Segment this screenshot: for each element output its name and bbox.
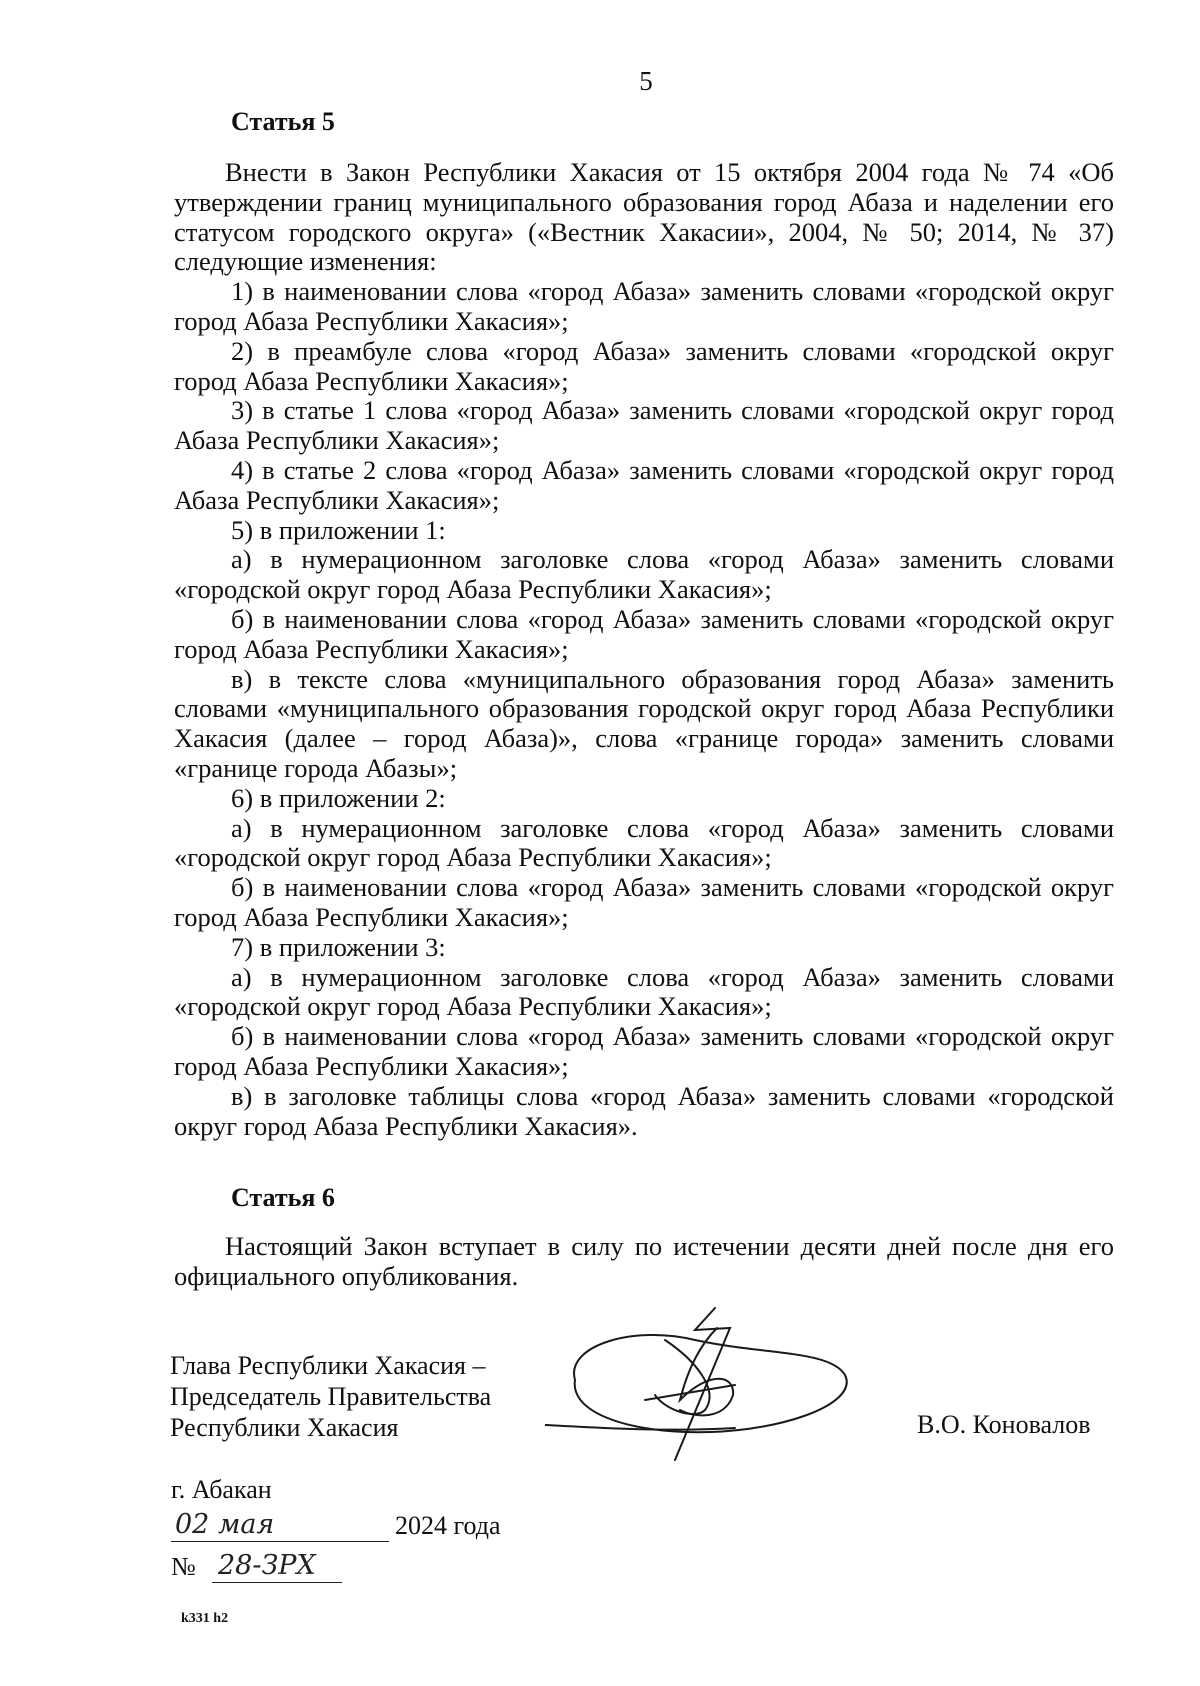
- handwritten-signature: [545, 1300, 875, 1470]
- amendment-item: а) в нумерационном заголовке слова «город Абаза» заменить словами «городской округ город Абаза Республики Хакасия»;: [174, 544, 1114, 605]
- article-6-heading: Статья 6: [231, 1183, 335, 1212]
- signatory-title-line: Республики Хакасия: [170, 1413, 399, 1442]
- amendment-item: а) в нумерационном заголовке слова «город Абаза» заменить словами «городской округ город Абаза Республики Хакасия»;: [174, 961, 1114, 1022]
- article-6-body: [174, 1232, 1114, 1292]
- amendment-item: 1) в наименовании слова «город Абаза» заменить словами «городской округ город Абаза Республики Хакасия»;: [174, 276, 1114, 336]
- amendment-item: в) в заголовке таблицы слова «город Абаза» заменить словами «городской округ город Абаза Республики Хакасия».: [174, 1080, 1114, 1141]
- signing-date: [171, 1507, 571, 1547]
- date-underline: [171, 1507, 389, 1542]
- signing-place: г. Абакан: [171, 1475, 272, 1504]
- article-5-heading: Статья 5: [231, 107, 335, 136]
- signatory-title-line: Председатель Правительства: [170, 1382, 492, 1411]
- signatory-name: В.О. Коновалов: [917, 1410, 1091, 1439]
- amendment-item: 7) в приложении 3:: [231, 931, 446, 962]
- amendment-item: а) в нумерационном заголовке слова «город Абаза» заменить словами «городской округ город Абаза Республики Хакасия»;: [174, 812, 1114, 873]
- amendment-item: б) в наименовании слова «город Абаза» заменить словами «городской округ город Абаза Республики Хакасия»;: [174, 872, 1114, 932]
- amendment-item: в) в тексте слова «муниципального образования город Абаза» заменить словами «муниципального образования городской округ город Абаза Республики Хакасия (далее – город Абаза)», слова «границе города» заменить словами «границе города Абазы»;: [174, 663, 1114, 783]
- signatory-title-line: Глава Республики Хакасия –: [170, 1351, 486, 1380]
- law-number: [171, 1546, 411, 1586]
- amendment-item: 2) в преамбуле слова «город Абаза» заменить словами «городской округ город Абаза Республики Хакасия»;: [174, 335, 1114, 396]
- number-underline: [212, 1546, 342, 1583]
- document-code: k331 h2: [181, 1611, 229, 1626]
- amendment-item: 6) в приложении 2:: [231, 782, 446, 813]
- amendment-item: 3) в статье 1 слова «город Абаза» заменить словами «городской округ город Абаза Республики Хакасия»;: [174, 395, 1114, 456]
- amendment-item: 5) в приложении 1:: [231, 514, 446, 545]
- article-5-intro: Внести в Закон Республики Хакасия от 15 октября 2004 года № 74 «Об утверждении границ муниципального образования город Абаза и наделении его статусом городского округа» («Вестник Хакасии», 2004, № 50; 2014, № 37) следующие изменения:: [174, 157, 1114, 277]
- article-5-body: [174, 158, 1114, 1141]
- amendment-item: б) в наименовании слова «город Абаза» заменить словами «городской округ город Абаза Республики Хакасия»;: [174, 1021, 1114, 1081]
- page-number: 5: [639, 66, 653, 96]
- date-year: 2024 года: [395, 1511, 501, 1540]
- number-sign: №: [171, 1552, 196, 1581]
- article-6-text: Настоящий Закон вступает в силу по истечении десяти дней после дня его официального опубликования.: [174, 1231, 1114, 1291]
- handwritten-date: 02 мая: [175, 1509, 275, 1540]
- amendment-item: б) в наименовании слова «город Абаза» заменить словами «городской округ город Абаза Республики Хакасия»;: [174, 603, 1114, 664]
- amendment-item: 4) в статье 2 слова «город Абаза» заменить словами «городской округ город Абаза Республики Хакасия»;: [174, 454, 1114, 515]
- handwritten-number: 28-ЗРХ: [218, 1550, 316, 1581]
- signatory-title: [170, 1350, 491, 1443]
